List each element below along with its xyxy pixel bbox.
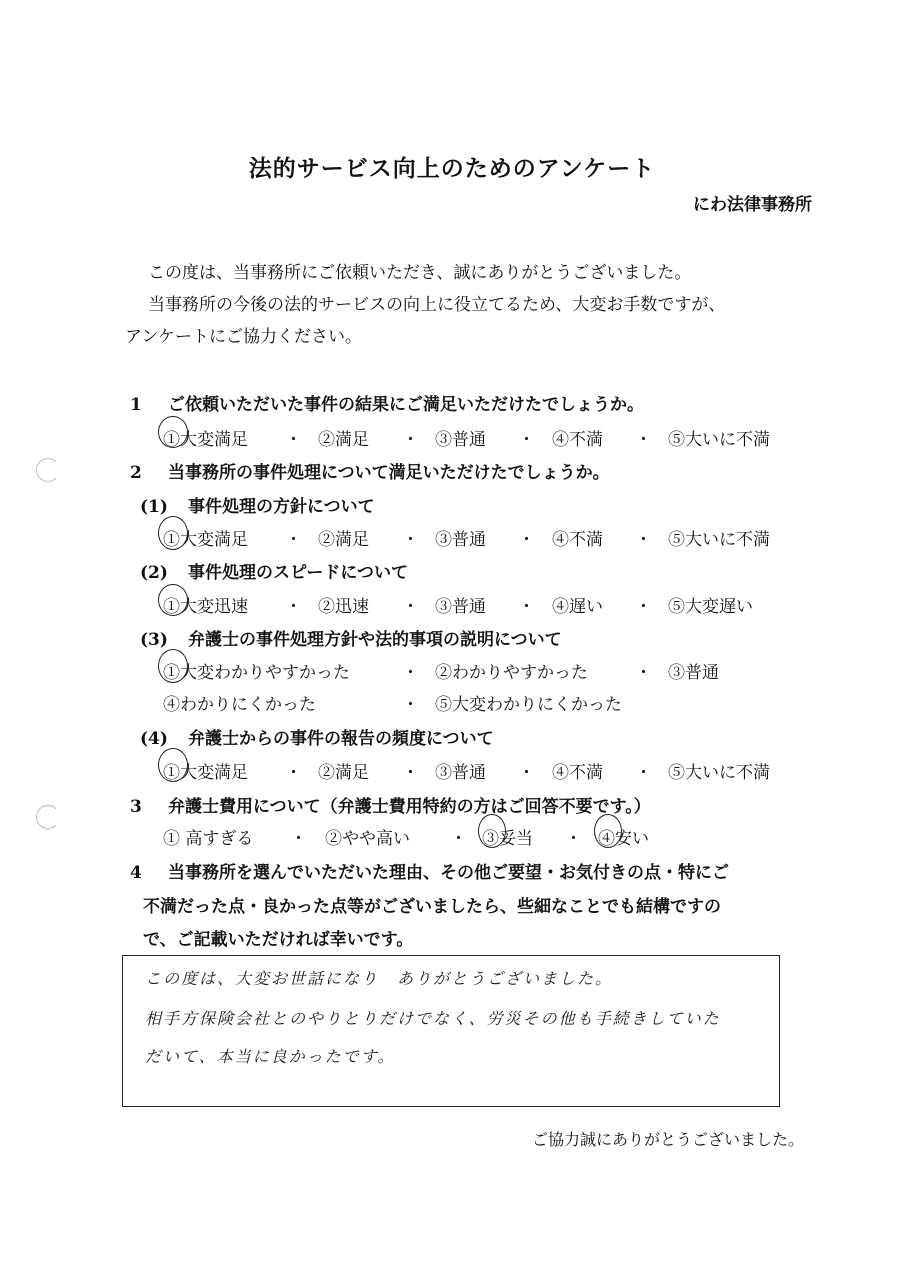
question-4-line-3: で、ご記載いただければ幸いです。 bbox=[143, 930, 414, 950]
question-2 bbox=[130, 458, 610, 483]
option-4[interactable]: ④わかりにくかった bbox=[163, 695, 316, 715]
selection-circle bbox=[158, 516, 188, 550]
option-2[interactable]: ②迅速 bbox=[318, 597, 369, 617]
option-5[interactable]: ⑤大いに不満 bbox=[668, 530, 770, 550]
binder-hole-icon bbox=[36, 805, 60, 829]
separator: ・ bbox=[402, 530, 419, 550]
sub-question-text: 事件処理の方針について bbox=[188, 497, 375, 517]
answer-line-2: 相手方保険会社とのやりとりだけでなく、労災その他も手続きしていた bbox=[145, 1009, 721, 1028]
separator: ・ bbox=[635, 663, 652, 683]
option-5[interactable]: ⑤大いに不満 bbox=[668, 430, 770, 450]
option-1[interactable]: ①大変迅速 bbox=[163, 597, 248, 617]
option-4[interactable]: ④不満 bbox=[552, 763, 603, 783]
q2-1-options bbox=[0, 525, 904, 549]
separator: ・ bbox=[518, 530, 535, 550]
sub-question-text: 弁護士の事件処理方針や法的事項の説明について bbox=[188, 630, 562, 650]
separator: ・ bbox=[285, 430, 302, 450]
question-4 bbox=[130, 858, 729, 883]
page-title: 法的サービス向上のためのアンケート bbox=[248, 155, 656, 182]
sub-question-text: 弁護士からの事件の報告の頻度について bbox=[188, 729, 494, 749]
separator: ・ bbox=[635, 530, 652, 550]
q2-4-options bbox=[0, 758, 904, 782]
option-4[interactable]: ④不満 bbox=[552, 430, 603, 450]
sub-question-2 bbox=[140, 558, 408, 583]
sub-question-3 bbox=[140, 625, 562, 650]
selection-circle bbox=[158, 649, 188, 683]
separator: ・ bbox=[402, 597, 419, 617]
option-2[interactable]: ②わかりやすかった bbox=[435, 663, 588, 683]
separator: ・ bbox=[635, 430, 652, 450]
q2-3-options-row-2 bbox=[0, 690, 904, 714]
question-number: 3 bbox=[130, 797, 142, 817]
answer-line-1: この度は、大変お世話になり ありがとうございました。 bbox=[145, 969, 614, 988]
option-3[interactable]: ③普通 bbox=[668, 663, 719, 683]
sub-question-1 bbox=[140, 492, 375, 517]
option-2[interactable]: ②満足 bbox=[318, 763, 369, 783]
option-3[interactable]: ③普通 bbox=[435, 430, 486, 450]
option-1[interactable]: ①大変満足 bbox=[163, 763, 248, 783]
selection-circle bbox=[158, 748, 188, 782]
option-1[interactable]: ①大変わかりやすかった bbox=[163, 663, 350, 683]
separator: ・ bbox=[518, 763, 535, 783]
q2-2-options bbox=[0, 592, 904, 616]
option-5[interactable]: ⑤大いに不満 bbox=[668, 763, 770, 783]
answer-line-3: だいて、本当に良かったです。 bbox=[145, 1047, 396, 1066]
separator: ・ bbox=[285, 597, 302, 617]
option-4[interactable]: ④不満 bbox=[552, 530, 603, 550]
intro-line-2: 当事務所の今後の法的サービスの向上に役立てるため、大変お手数ですが、 bbox=[148, 295, 726, 315]
option-2[interactable]: ②満足 bbox=[318, 430, 369, 450]
option-1[interactable]: ①大変満足 bbox=[163, 430, 248, 450]
intro-line-1: この度は、当事務所にご依頼いただき、誠にありがとうございました。 bbox=[148, 263, 692, 283]
option-1[interactable]: ① 高すぎる bbox=[163, 829, 254, 849]
option-4[interactable]: ④遅い bbox=[552, 597, 603, 617]
question-4-line-2: 不満だった点・良かった点等がございましたら、些細なことでも結構ですの bbox=[143, 897, 721, 917]
separator: ・ bbox=[402, 663, 419, 683]
sub-question-number: (2) bbox=[140, 563, 168, 583]
option-3[interactable]: ③普通 bbox=[435, 530, 486, 550]
selection-circle bbox=[478, 814, 506, 848]
option-3[interactable]: ③普通 bbox=[435, 763, 486, 783]
question-text: ご依頼いただいた事件の結果にご満足いただけたでしょうか。 bbox=[168, 395, 644, 415]
separator: ・ bbox=[285, 763, 302, 783]
sub-question-number: (1) bbox=[140, 497, 168, 517]
selection-circle bbox=[594, 814, 622, 848]
selection-circle bbox=[158, 584, 188, 616]
option-4[interactable]: ④安い bbox=[598, 829, 649, 849]
separator: ・ bbox=[402, 430, 419, 450]
separator: ・ bbox=[450, 829, 467, 849]
q3-options bbox=[0, 824, 904, 848]
separator: ・ bbox=[402, 695, 419, 715]
intro-line-3: アンケートにご協力ください。 bbox=[125, 327, 362, 347]
selection-circle bbox=[158, 416, 188, 448]
question-text: 当事務所を選んでいただいた理由、その他ご要望・お気付きの点・特にご bbox=[168, 863, 729, 883]
question-1 bbox=[130, 390, 644, 415]
question-number: 2 bbox=[130, 463, 142, 483]
separator: ・ bbox=[518, 597, 535, 617]
separator: ・ bbox=[285, 530, 302, 550]
sub-question-4 bbox=[140, 724, 494, 749]
separator: ・ bbox=[635, 763, 652, 783]
q2-3-options-row-1 bbox=[0, 658, 904, 682]
separator: ・ bbox=[402, 763, 419, 783]
option-3[interactable]: ③普通 bbox=[435, 597, 486, 617]
separator: ・ bbox=[565, 829, 582, 849]
free-answer-box[interactable] bbox=[122, 955, 780, 1107]
question-text: 当事務所の事件処理について満足いただけたでしょうか。 bbox=[168, 463, 610, 483]
question-number: 4 bbox=[130, 863, 142, 883]
closing-message: ご協力誠にありがとうございました。 bbox=[531, 1130, 804, 1149]
option-2[interactable]: ②やや高い bbox=[325, 829, 410, 849]
question-number: 1 bbox=[130, 395, 142, 415]
sub-question-number: (3) bbox=[140, 630, 168, 650]
q1-options bbox=[0, 425, 904, 449]
option-5[interactable]: ⑤大変遅い bbox=[668, 597, 753, 617]
separator: ・ bbox=[290, 829, 307, 849]
separator: ・ bbox=[635, 597, 652, 617]
option-1[interactable]: ①大変満足 bbox=[163, 530, 248, 550]
separator: ・ bbox=[518, 430, 535, 450]
question-3 bbox=[130, 792, 651, 817]
binder-hole-icon bbox=[36, 458, 60, 482]
question-text: 弁護士費用について（弁護士費用特約の方はご回答不要です。） bbox=[168, 797, 651, 817]
firm-name: にわ法律事務所 bbox=[693, 195, 812, 215]
option-5[interactable]: ⑤大変わかりにくかった bbox=[435, 695, 622, 715]
option-3[interactable]: ③妥当 bbox=[482, 829, 533, 849]
sub-question-number: (4) bbox=[140, 729, 168, 749]
option-2[interactable]: ②満足 bbox=[318, 530, 369, 550]
sub-question-text: 事件処理のスピードについて bbox=[188, 563, 408, 583]
